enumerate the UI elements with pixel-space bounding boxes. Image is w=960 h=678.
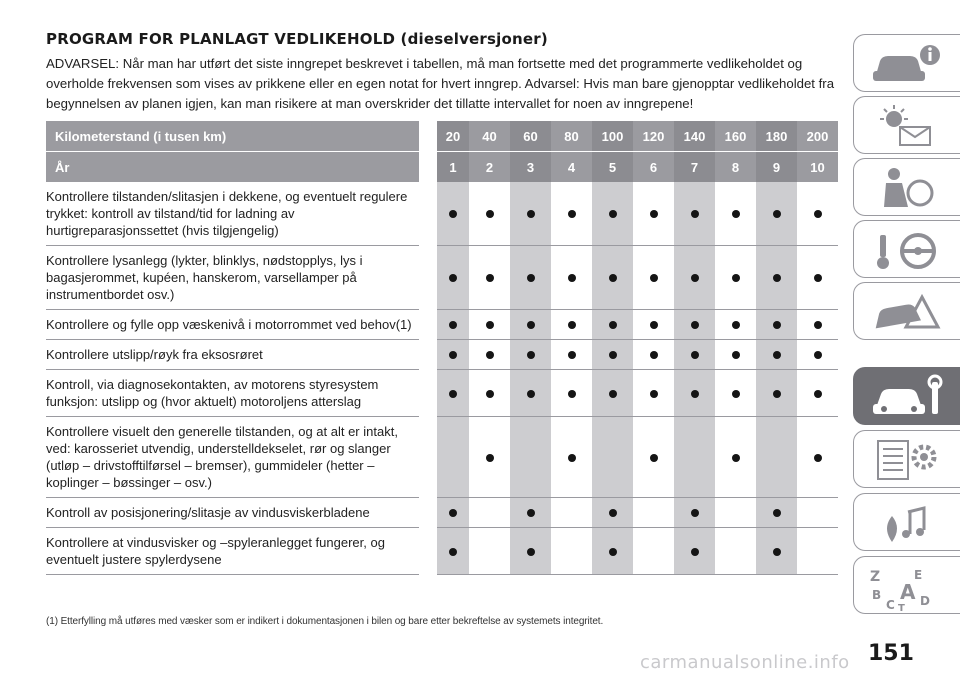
interval-dot-icon (732, 321, 740, 329)
interval-cell (715, 340, 756, 370)
interval-dot-icon (650, 210, 658, 218)
tab-technical-data[interactable] (853, 430, 960, 488)
tab-car-info[interactable] (853, 34, 960, 92)
index-letters-icon (864, 561, 954, 611)
interval-cell (797, 417, 838, 498)
year-header-cell: 7 (674, 152, 715, 183)
svg-text:D: D (920, 594, 930, 608)
interval-cell (469, 182, 510, 246)
interval-cell (715, 417, 756, 498)
interval-cell (551, 310, 592, 340)
interval-dot-icon (773, 390, 781, 398)
interval-cell (633, 340, 674, 370)
interval-dot-icon (609, 351, 617, 359)
interval-cell (756, 528, 797, 575)
interval-cell (756, 310, 797, 340)
svg-text:E: E (914, 568, 923, 582)
interval-cell (797, 370, 838, 417)
km-header-cell: 140 (674, 121, 715, 152)
interval-cell (428, 417, 469, 498)
interval-cell (551, 498, 592, 528)
interval-cell (715, 528, 756, 575)
interval-dot-icon (568, 390, 576, 398)
table-row (46, 310, 838, 340)
table-row (46, 246, 838, 310)
year-header-row (46, 152, 838, 183)
interval-cell (551, 528, 592, 575)
task-description: Kontroll, via diagnosekontakten, av motorens styresystem funksjon: utslipp og (hvor aktuelt) motoroljens atterslag (46, 370, 428, 417)
interval-cell (674, 340, 715, 370)
interval-dot-icon (814, 390, 822, 398)
interval-dot-icon (527, 351, 535, 359)
year-header-cell: 4 (551, 152, 592, 183)
interval-cell (592, 340, 633, 370)
interval-dot-icon (814, 274, 822, 282)
interval-cell (756, 246, 797, 310)
interval-dot-icon (773, 274, 781, 282)
interval-dot-icon (449, 390, 457, 398)
interval-dot-icon (486, 351, 494, 359)
interval-dot-icon (527, 274, 535, 282)
interval-cell (715, 182, 756, 246)
interval-cell (797, 246, 838, 310)
interval-dot-icon (814, 210, 822, 218)
interval-dot-icon (527, 390, 535, 398)
interval-dot-icon (814, 454, 822, 462)
interval-dot-icon (527, 321, 535, 329)
interval-dot-icon (568, 351, 576, 359)
table-row (46, 182, 838, 246)
warning-lights-icon (864, 101, 954, 151)
interval-dot-icon (449, 548, 457, 556)
interval-cell (633, 310, 674, 340)
km-header-cell: 200 (797, 121, 838, 152)
interval-cell (428, 246, 469, 310)
warning-paragraph: ADVARSEL: Når man har utført det siste inngrepet beskrevet i tabellen, må man fortsette med det programmerte vedlikeholdet og overholde frekvensen som vises av prikkene eller en egen notat for hvert inngrep. Advarsel: Hvis man bare gjenopptar vedlikeholdet fra begynnelsen av planen igjen, kan man risikere at man overskrider det tillatte intervallet for noen av inngrepene! (46, 56, 835, 111)
year-header-cell: 3 (510, 152, 551, 183)
interval-cell (633, 417, 674, 498)
interval-cell (633, 528, 674, 575)
interval-dot-icon (691, 509, 699, 517)
interval-dot-icon (773, 210, 781, 218)
interval-dot-icon (486, 321, 494, 329)
year-header-cell: 10 (797, 152, 838, 183)
footnote: (1) Etterfylling må utføres med væsker som er indikert i dokumentasjonen i bilen og bare etter bekreftelse av systemets integritet. (46, 616, 604, 627)
tab-warning-lights[interactable] (853, 96, 960, 154)
interval-cell (797, 340, 838, 370)
interval-cell (469, 246, 510, 310)
interval-dot-icon (449, 351, 457, 359)
interval-cell (797, 310, 838, 340)
interval-cell (428, 528, 469, 575)
interval-cell (551, 182, 592, 246)
interval-cell (469, 310, 510, 340)
task-description: Kontrollere utslipp/røyk fra eksosrøret (46, 340, 428, 370)
interval-dot-icon (568, 454, 576, 462)
interval-cell (551, 417, 592, 498)
interval-cell (674, 498, 715, 528)
year-header-cell: 1 (428, 152, 469, 183)
table-row (46, 370, 838, 417)
interval-cell (469, 528, 510, 575)
task-description: Kontrollere lysanlegg (lykter, blinklys, nødstopplys, lys i bagasjerommet, kupéen, hanskerom, varsellamper på instrumentbordet osv.) (46, 246, 428, 310)
year-header-cell: 6 (633, 152, 674, 183)
maintenance-icon (864, 372, 954, 422)
svg-text:A: A (900, 580, 916, 604)
interval-dot-icon (732, 274, 740, 282)
interval-cell (592, 246, 633, 310)
interval-dot-icon (609, 548, 617, 556)
interval-dot-icon (732, 351, 740, 359)
breakdown-icon (864, 287, 954, 337)
interval-cell (592, 370, 633, 417)
interval-cell (715, 370, 756, 417)
interval-cell (510, 417, 551, 498)
interval-cell (674, 528, 715, 575)
svg-text:C: C (886, 598, 895, 611)
interval-cell (756, 498, 797, 528)
interval-cell (715, 498, 756, 528)
interval-dot-icon (609, 274, 617, 282)
km-header-cell: 180 (756, 121, 797, 152)
interval-dot-icon (609, 321, 617, 329)
interval-dot-icon (691, 390, 699, 398)
interval-cell (674, 370, 715, 417)
interval-cell (551, 246, 592, 310)
tab-maintenance[interactable] (853, 367, 960, 425)
tab-index[interactable] (853, 556, 960, 614)
interval-cell (674, 417, 715, 498)
car-info-icon (864, 39, 954, 89)
table-row (46, 528, 838, 575)
km-header-cell: 20 (428, 121, 469, 152)
interval-cell (756, 417, 797, 498)
interval-cell (797, 498, 838, 528)
interval-cell (510, 498, 551, 528)
interval-cell (428, 370, 469, 417)
interval-cell (551, 370, 592, 417)
task-description: Kontrollere og fylle opp væskenivå i motorrommet ved behov(1) (46, 310, 428, 340)
interval-cell (428, 310, 469, 340)
interval-cell (715, 310, 756, 340)
interval-cell (633, 370, 674, 417)
interval-dot-icon (814, 321, 822, 329)
year-header-cell: 5 (592, 152, 633, 183)
year-header-cell: 2 (469, 152, 510, 183)
task-description: Kontrollere visuelt den generelle tilstanden, og at alt er intakt, ved: karosseriet utvendig, understelldekselet, rør og slanger (utløp – drivstofftilførsel – bremser), gummideler (hetter – koplinger – bøssinger – osv.) (46, 417, 428, 498)
interval-dot-icon (814, 351, 822, 359)
tab-multimedia[interactable] (853, 493, 960, 551)
maintenance-table (46, 121, 838, 575)
interval-dot-icon (609, 390, 617, 398)
interval-dot-icon (527, 509, 535, 517)
interval-dot-icon (486, 390, 494, 398)
interval-cell (797, 528, 838, 575)
km-header-label: Kilometerstand (i tusen km) (46, 121, 428, 152)
interval-dot-icon (650, 351, 658, 359)
interval-cell (592, 528, 633, 575)
interval-dot-icon (568, 274, 576, 282)
multimedia-icon (864, 498, 954, 548)
task-description: Kontrollere at vindusvisker og –spyleranlegget fungerer, og eventuelt justere spylerdysene (46, 528, 428, 575)
interval-dot-icon (486, 454, 494, 462)
interval-dot-icon (449, 210, 457, 218)
interval-cell (551, 340, 592, 370)
interval-dot-icon (609, 210, 617, 218)
interval-cell (592, 498, 633, 528)
task-description: Kontroll av posisjonering/slitasje av vindusviskerbladene (46, 498, 428, 528)
interval-dot-icon (449, 509, 457, 517)
interval-dot-icon (691, 548, 699, 556)
interval-cell (715, 246, 756, 310)
km-header-cell: 100 (592, 121, 633, 152)
interval-dot-icon (449, 274, 457, 282)
interval-cell (633, 498, 674, 528)
interval-dot-icon (650, 274, 658, 282)
interval-dot-icon (691, 210, 699, 218)
interval-dot-icon (650, 454, 658, 462)
km-header-cell: 120 (633, 121, 674, 152)
km-header-cell: 60 (510, 121, 551, 152)
interval-dot-icon (486, 210, 494, 218)
interval-cell (510, 528, 551, 575)
steering-key-icon (864, 225, 954, 275)
interval-cell (510, 182, 551, 246)
table-row (46, 340, 838, 370)
interval-cell (510, 246, 551, 310)
year-header-cell: 8 (715, 152, 756, 183)
table-row (46, 498, 838, 528)
km-header-cell: 160 (715, 121, 756, 152)
interval-cell (469, 417, 510, 498)
page-title: PROGRAM FOR PLANLAGT VEDLIKEHOLD (dieselversjoner) (46, 30, 548, 48)
svg-text:Z: Z (870, 569, 881, 585)
page-number: 151 (868, 641, 914, 666)
year-header-cell: 9 (756, 152, 797, 183)
interval-cell (674, 246, 715, 310)
interval-cell (428, 498, 469, 528)
watermark: carmanualsonline.info (640, 652, 850, 673)
interval-dot-icon (568, 321, 576, 329)
interval-dot-icon (527, 210, 535, 218)
interval-dot-icon (732, 390, 740, 398)
km-header-row (46, 121, 838, 152)
interval-dot-icon (732, 454, 740, 462)
interval-cell (510, 370, 551, 417)
interval-dot-icon (650, 390, 658, 398)
interval-cell (469, 340, 510, 370)
year-header-label: År (46, 152, 428, 183)
interval-cell (469, 370, 510, 417)
task-description: Kontrollere tilstanden/slitasjen i dekkene, og eventuelt regulere trykket: kontroll av tilstand/tid for ladning av hurtigreparasjonssettet (hvis tilgjengelig) (46, 182, 428, 246)
interval-cell (510, 340, 551, 370)
interval-cell (674, 182, 715, 246)
interval-dot-icon (773, 321, 781, 329)
interval-cell (592, 417, 633, 498)
interval-dot-icon (691, 321, 699, 329)
interval-dot-icon (691, 351, 699, 359)
interval-dot-icon (732, 210, 740, 218)
interval-cell (592, 310, 633, 340)
interval-cell (469, 498, 510, 528)
interval-dot-icon (773, 509, 781, 517)
interval-cell (756, 340, 797, 370)
interval-cell (633, 182, 674, 246)
interval-dot-icon (773, 351, 781, 359)
tab-safety[interactable] (853, 158, 960, 216)
specs-gear-icon (864, 435, 954, 485)
interval-dot-icon (773, 548, 781, 556)
interval-cell (428, 182, 469, 246)
km-header-cell: 40 (469, 121, 510, 152)
interval-cell (428, 340, 469, 370)
table-row (46, 417, 838, 498)
svg-text:T: T (898, 603, 905, 611)
tab-starting-driving[interactable] (853, 220, 960, 278)
interval-cell (510, 310, 551, 340)
interval-cell (592, 182, 633, 246)
km-header-cell: 80 (551, 121, 592, 152)
interval-dot-icon (609, 509, 617, 517)
interval-dot-icon (691, 274, 699, 282)
tab-emergency[interactable] (853, 282, 960, 340)
svg-text:B: B (872, 588, 882, 602)
interval-dot-icon (650, 321, 658, 329)
interval-cell (633, 246, 674, 310)
interval-cell (797, 182, 838, 246)
interval-dot-icon (568, 210, 576, 218)
interval-cell (674, 310, 715, 340)
interval-dot-icon (486, 274, 494, 282)
interval-dot-icon (449, 321, 457, 329)
airbag-icon (864, 163, 954, 213)
interval-cell (756, 182, 797, 246)
interval-dot-icon (527, 548, 535, 556)
interval-cell (756, 370, 797, 417)
